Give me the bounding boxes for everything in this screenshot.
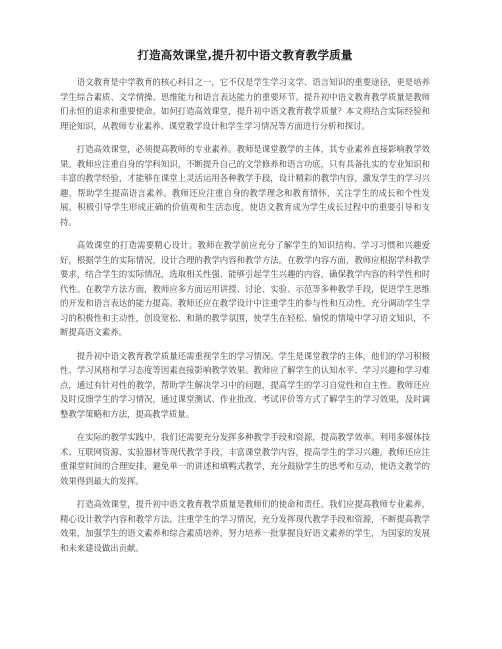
paragraph-intro: 语文教育是中学教育的核心科目之一，它不仅是学生学习文学、语言知识的重要途径，更是培养学生综合素质、文学情操、思维能力和语言表达能力的重要环节。提升初中语文教育教学质量是教师们永恒的追求和重要使命。如何打造高效课堂，提升初中语文教育教学质量？本文将结合实际经验和理论知识，从教师专业素养、课堂教学设计和学生学习情况等方面进行分析和探讨。 <box>60 77 430 131</box>
paragraph-teacher-quality: 打造高效课堂，必须提高教师的专业素养。教师是课堂教学的主体，其专业素养直接影响教学效果。教师应注重自身的学科知识，不断提升自己的文学修养和语言功底，只有具备扎实的专业知识和丰富的教学经验，才能够在课堂上灵活运用各种教学手段，设计精彩的教学内容，激发学生的学习兴趣，帮助学生提高语言素养。教师还应注重自身的教学理念和教育情怀，关注学生的成长和个性发展，积极引导学生形成正确的价值观和生活态度，使语文教育成为学生成长过程中的重要引导和支持。 <box>60 144 430 227</box>
paragraph-teaching-resources: 在实际的教学实践中，我们还需要充分发挥多种教学手段和资源，提高教学效率。利用多媒体技术、互联网资源、实验器材等现代教学手段，丰富课堂教学内容，提高学生的学习兴趣。教师还应注重课堂时间的合理安排，避免单一的讲述和填鸭式教学，充分鼓励学生的思考和互动，使语文教学的效果得到最大的发挥。 <box>60 432 430 486</box>
paragraph-student-learning: 提升初中语文教育教学质量还需重视学生的学习情况。学生是课堂教学的主体，他们的学习积极性、学习风格和学习态度等因素直接影响教学效果。教师应了解学生的认知水平、学习兴趣和学习难点，通过有针对性的教学，帮助学生解决学习中的问题，提高学生的学习自觉性和自主性。教师还应及时反馈学生的学习情况，通过课堂测试、作业批改、考试评价等方式了解学生的学习效果，及时调整教学策略和方法，提高教学质量。 <box>60 350 430 419</box>
document-title: 打造高效课堂,提升初中语文教育教学质量 <box>137 48 353 62</box>
paragraph-conclusion: 打造高效课堂，提升初中语文教育教学质量是教师们的使命和责任。我们应提高教师专业素养，精心设计教学内容和教学方法，注重学生的学习情况，充分发挥现代教学手段和资源，不断提高教学效果，加强学生的语文素养和综合素质培养，努力培养一批掌握良好语文素养的学生，为国家的发展和未来建设做出贡献。 <box>60 499 430 553</box>
paragraph-lesson-design: 高效课堂的打造需要精心设计。教师在教学前应充分了解学生的知识结构、学习习惯和兴趣爱好，根据学生的实际情况，设计合理的教学内容和教学方法。在教学内容方面，教师应根据学科教学要求，结合学生的实际情况，选取相关性强、能够引起学生兴趣的内容，确保教学内容的科学性和时代性。在教学方法方面，教师应多方面运用讲授、讨论、实验、示范等多种教学手段，促进学生思维的开发和语言表达的能力提高。教师还应在教学设计中注重学生的参与性和互动性，充分调动学生学习的积极性和主动性，创设宽松、和谐的教学氛围，使学生在轻松、愉悦的情境中学习语文知识，不断提高语文素养。 <box>60 240 430 337</box>
